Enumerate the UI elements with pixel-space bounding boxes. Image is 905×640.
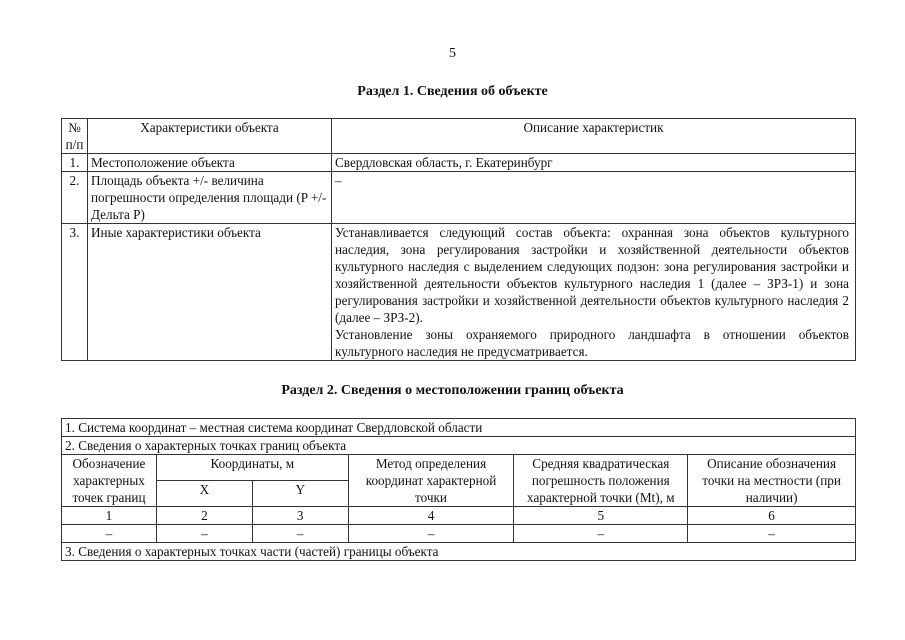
row-name: Иные характеристики объекта: [88, 224, 332, 361]
header-x: X: [156, 481, 252, 507]
row-desc: –: [332, 172, 856, 224]
column-number: 2: [156, 507, 252, 525]
coordinate-system-row: 1. Система координат – местная система координат Свердловской области: [62, 419, 856, 437]
boundary-part-points-row: 3. Сведения о характерных точках части (частей) границы объекта: [62, 543, 856, 561]
page-number: 5: [449, 46, 456, 61]
column-number: 3: [252, 507, 348, 525]
boundary-points-row: 2. Сведения о характерных точках границ объекта: [62, 437, 856, 455]
table-cell: –: [348, 525, 514, 543]
header-y: Y: [252, 481, 348, 507]
section-1-title: Раздел 1. Сведения об объекте: [357, 84, 548, 99]
table-header-row: [62, 119, 856, 154]
column-number: 1: [62, 507, 157, 525]
header-point-description: Описание обозначения точки на местности (при наличии): [688, 455, 856, 507]
row-num: 2.: [62, 172, 88, 224]
row-desc: Свердловская область, г. Екатеринбург: [332, 154, 856, 172]
header-num: № п/п: [62, 119, 88, 154]
header-description: Описание характеристик: [332, 119, 856, 154]
table-row: [62, 507, 856, 525]
table-cell: –: [514, 525, 688, 543]
table-cell: –: [252, 525, 348, 543]
table-cell: –: [156, 525, 252, 543]
table-row: [62, 543, 856, 561]
row-desc: [332, 224, 856, 361]
header-error: Средняя квадратическая погрешность положения характерной точки (Mt), м: [514, 455, 688, 507]
table-cell: –: [62, 525, 157, 543]
row-num: 1.: [62, 154, 88, 172]
header-characteristics: Характеристики объекта: [88, 119, 332, 154]
row-num: 3.: [62, 224, 88, 361]
header-coordinates: Координаты, м: [156, 455, 348, 481]
column-number: 4: [348, 507, 514, 525]
table-header-row: [62, 455, 856, 481]
table-row: [62, 525, 856, 543]
boundary-table: [61, 418, 856, 561]
table-row: [62, 172, 856, 224]
row-desc-paragraph-1: Устанавливается следующий состав объекта: охранная зона объектов культурного наследия, зона регулирования застройки и хозяйственной деятельности объектов культурного наследия с выделением следующих подзон: зона регулирования застройки и хозяйственной деятельности объектов культурного наследия 1 (далее – ЗРЗ-1) и зона регулирования застройки и хозяйственной деятельности объектов культурного наследия 2 (далее – ЗРЗ-2).: [335, 225, 849, 325]
row-name: Площадь объекта +/- величина погрешности определения площади (P +/- Дельта P): [88, 172, 332, 224]
table-row: [62, 154, 856, 172]
column-number: 6: [688, 507, 856, 525]
section-2-title: Раздел 2. Сведения о местоположении границ объекта: [281, 383, 624, 398]
object-info-table: [61, 118, 856, 361]
header-method: Метод определения координат характерной точки: [348, 455, 514, 507]
table-cell: –: [688, 525, 856, 543]
table-row: [62, 437, 856, 455]
table-row: [62, 224, 856, 361]
header-designation: Обозначение характерных точек границ: [62, 455, 157, 507]
column-number: 5: [514, 507, 688, 525]
row-name: Местоположение объекта: [88, 154, 332, 172]
table-row: [62, 419, 856, 437]
row-desc-paragraph-2: Установление зоны охраняемого природного ландшафта в отношении объектов культурного наследия не предусматривается.: [335, 327, 849, 359]
